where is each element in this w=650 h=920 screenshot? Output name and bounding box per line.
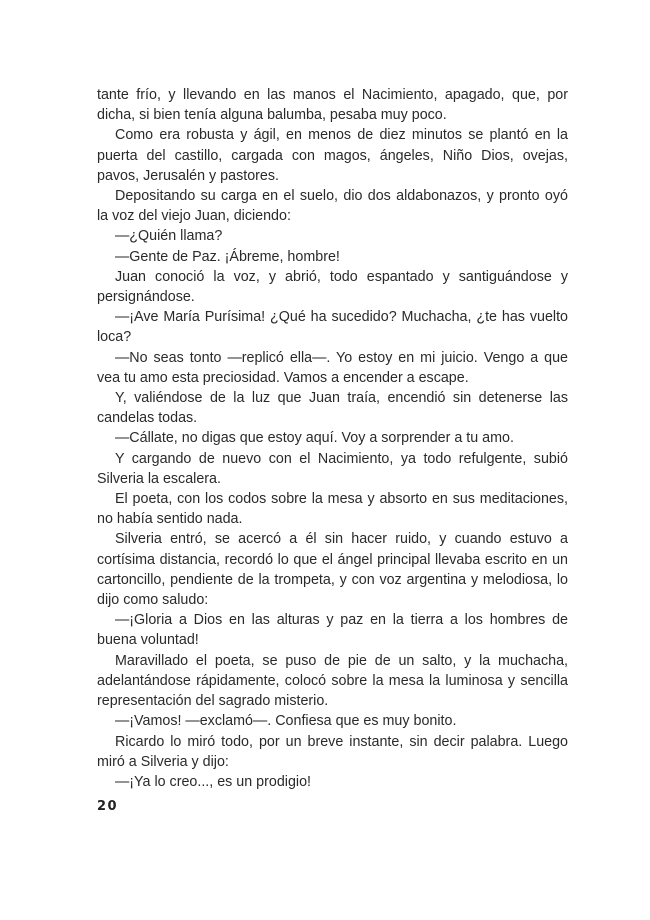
dialogue-line: —¿Quién llama? <box>115 228 223 245</box>
paragraph: Como era robusta y ágil, en menos de diez minutos se plantó en la puerta del castillo, cargada con magos, ángeles, Niño Dios, ovejas, pavos, Jerusalén y pastores. <box>97 127 568 184</box>
dialogue-line: —¡Vamos! —exclamó—. Confiesa que es muy bonito. <box>115 713 457 730</box>
paragraph: Depositando su carga en el suelo, dio dos aldabonazos, y pronto oyó la voz del viejo Juan, diciendo: <box>97 188 568 225</box>
paragraph: Silveria entró, se acercó a él sin hacer ruido, y cuando estuvo a cortísima distancia, recordó lo que el ángel principal llevaba escrito en un cartoncillo, pendiente de la trompeta, y con voz argentina y melodiosa, lo dijo como saludo: <box>97 531 568 609</box>
paragraph: Maravillado el poeta, se puso de pie de un salto, y la muchacha, adelantándose rápidamente, colocó sobre la mesa la luminosa y sencilla representación del sagrado misterio. <box>97 652 568 710</box>
dialogue-line: —¡Gloria a Dios en las alturas y paz en la tierra a los hombres de buena voluntad! <box>97 612 568 649</box>
dialogue-line: —Gente de Paz. ¡Ábreme, hombre! <box>115 248 340 265</box>
dialogue-line: —¡Ya lo creo..., es un prodigio! <box>115 773 312 790</box>
paragraph: El poeta, con los codos sobre la mesa y absorto en sus meditaciones, no había sentido nada. <box>97 491 568 528</box>
dialogue-line: —¡Ave María Purísima! ¿Qué ha sucedido? Muchacha, ¿te has vuelto loca? <box>97 309 568 346</box>
page-number: 20 <box>97 799 119 814</box>
dialogue-line: —Cállate, no digas que estoy aquí. Voy a sorprender a tu amo. <box>115 430 514 447</box>
dialogue-line: —No seas tonto —replicó ella—. Yo estoy en mi juicio. Vengo a que vea tu amo esta preciosidad. Vamos a encender a escape. <box>97 349 568 386</box>
paragraph: Ricardo lo miró todo, por un breve instante, sin decir palabra. Luego miró a Silveria y dijo: <box>97 733 568 770</box>
paragraph: Juan conoció la voz, y abrió, todo espantado y santiguándose y persignándose. <box>97 268 568 306</box>
paragraph: tante frío, y llevando en las manos el Nacimiento, apagado, que, por dicha, si bien tenía alguna balumba, pesaba muy poco. <box>97 87 568 124</box>
paragraph: Y cargando de nuevo con el Nacimiento, ya todo refulgente, subió Silveria la escalera. <box>97 450 568 487</box>
paragraph: Y, valiéndose de la luz que Juan traía, encendió sin detenerse las candelas todas. <box>97 390 568 427</box>
page-body <box>97 85 568 792</box>
